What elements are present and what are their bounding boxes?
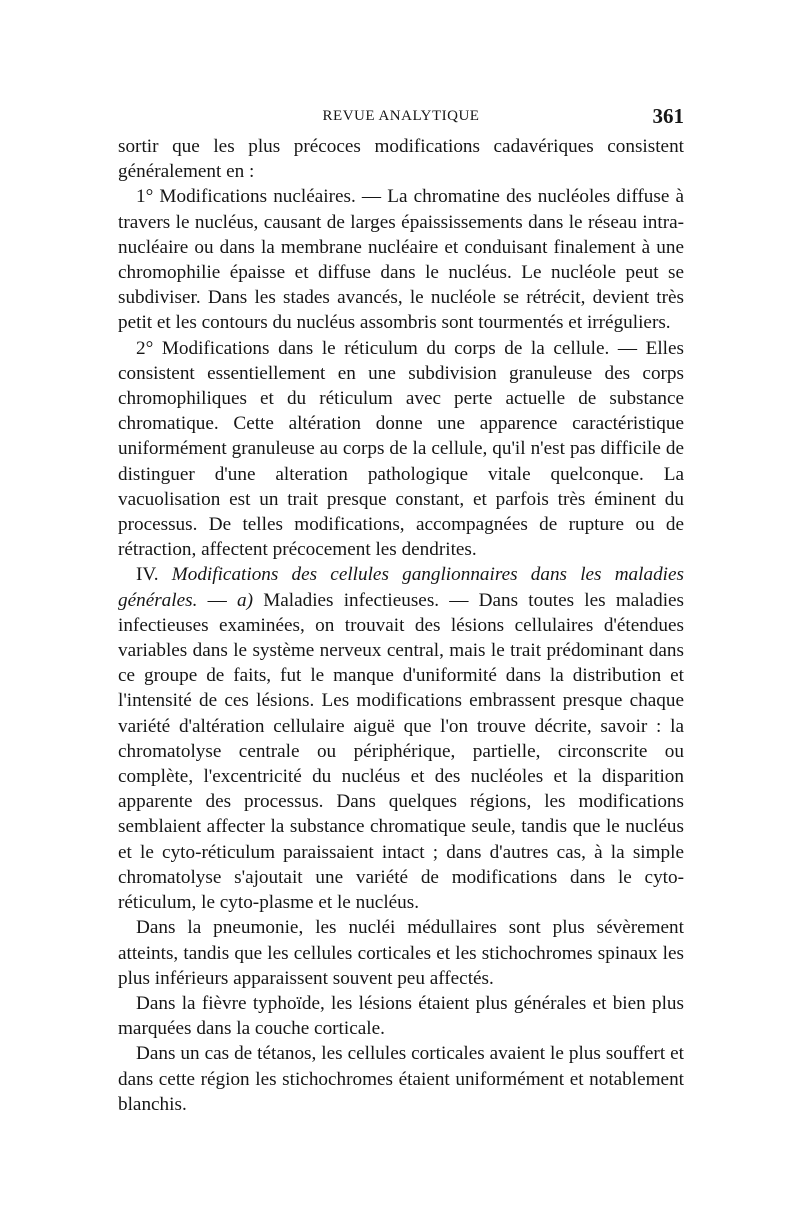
paragraph: Dans un cas de tétanos, les cellules corticales avaient le plus souffert et dans cette région les stichochromes étaient uniformément et notablement blanchis. xyxy=(118,1043,684,1115)
subsection-label: a) xyxy=(237,589,253,611)
section-body: Maladies infectieuses. — Dans toutes les maladies infectieuses examinées, on trouvait des lésions cellulaires d'étendues variables dans le système nerveux central, mais le trait prédominant dans ce groupe de faits, fut le manque d'uniformité dans la distribution et l'intensité de ces lésions. Les modifications embrassent presque chaque variété d'altération cellulaire aiguë que l'on trouve décrite, savoir : la chromatolyse centrale ou périphérique, partielle, circonscrite ou complète, l'excentricité du nucléus et des nucléoles et la disparition apparente des processus. Dans quelques régions, les modifications semblaient affecter la substance chromatique seule, tandis que le nucléus et le cyto-réticulum paraissaient intact ; dans d'autres cas, à la simple chromatolyse s'ajoutait une variété de modifications dans le cyto-réticulum, le cyto-plasme et le nucléus. xyxy=(118,589,685,914)
paragraph: Dans la fièvre typhoïde, les lésions étaient plus générales et bien plus marquées dans la couche corticale. xyxy=(118,992,684,1040)
section-dash: — xyxy=(207,589,227,611)
section-paragraph xyxy=(118,562,684,915)
paragraph: 1° Modifications nucléaires. — La chromatine des nucléoles diffuse à travers le nucléus, causant de larges épaississements dans le réseau intra-nucléaire ou dans la membrane nucléaire et conduisant finalement à une chromophilie épaisse et diffuse dans le nucléus. Le nucléole peut se subdiviser. Dans les stades avancés, le nucléole se rétrécit, devient très petit et les contours du nucléus assombris sont tourmentés et irréguliers. xyxy=(118,186,684,334)
section-heading: Modifications des cellules ganglionnaires dans les maladies générales. xyxy=(118,564,684,611)
paragraph: Dans la pneumonie, les nucléi médullaires sont plus sévèrement atteints, tandis que les cellules corticales et les stichochromes spinaux les plus inférieurs apparaissent souvent peu affectés. xyxy=(118,917,684,989)
paragraph: 2° Modifications dans le réticulum du corps de la cellule. — Elles consistent essentiellement en une subdivision granuleuse des corps chromophiliques et du réticulum avec perte actuelle de substance chromatique. Cette altération donne une apparence caractéristique uniformément granuleuse au corps de la cellule, qu'il n'est pas difficile de distinguer d'une alteration pathologique vitale quelconque. La vacuolisation est un trait presque constant, et parfois très éminent du processus. De telles modifications, accompagnées de rupture ou de rétraction, affectent précocement les dendrites. xyxy=(118,337,684,561)
paragraph: sortir que les plus précoces modifications cadavériques consistent généralement en : xyxy=(118,136,684,183)
running-head xyxy=(118,104,684,134)
body-text xyxy=(118,134,684,1117)
page-number: 361 xyxy=(652,104,684,128)
running-head-title: REVUE ANALYTIQUE xyxy=(322,108,480,124)
section-numeral: IV. xyxy=(136,564,159,586)
